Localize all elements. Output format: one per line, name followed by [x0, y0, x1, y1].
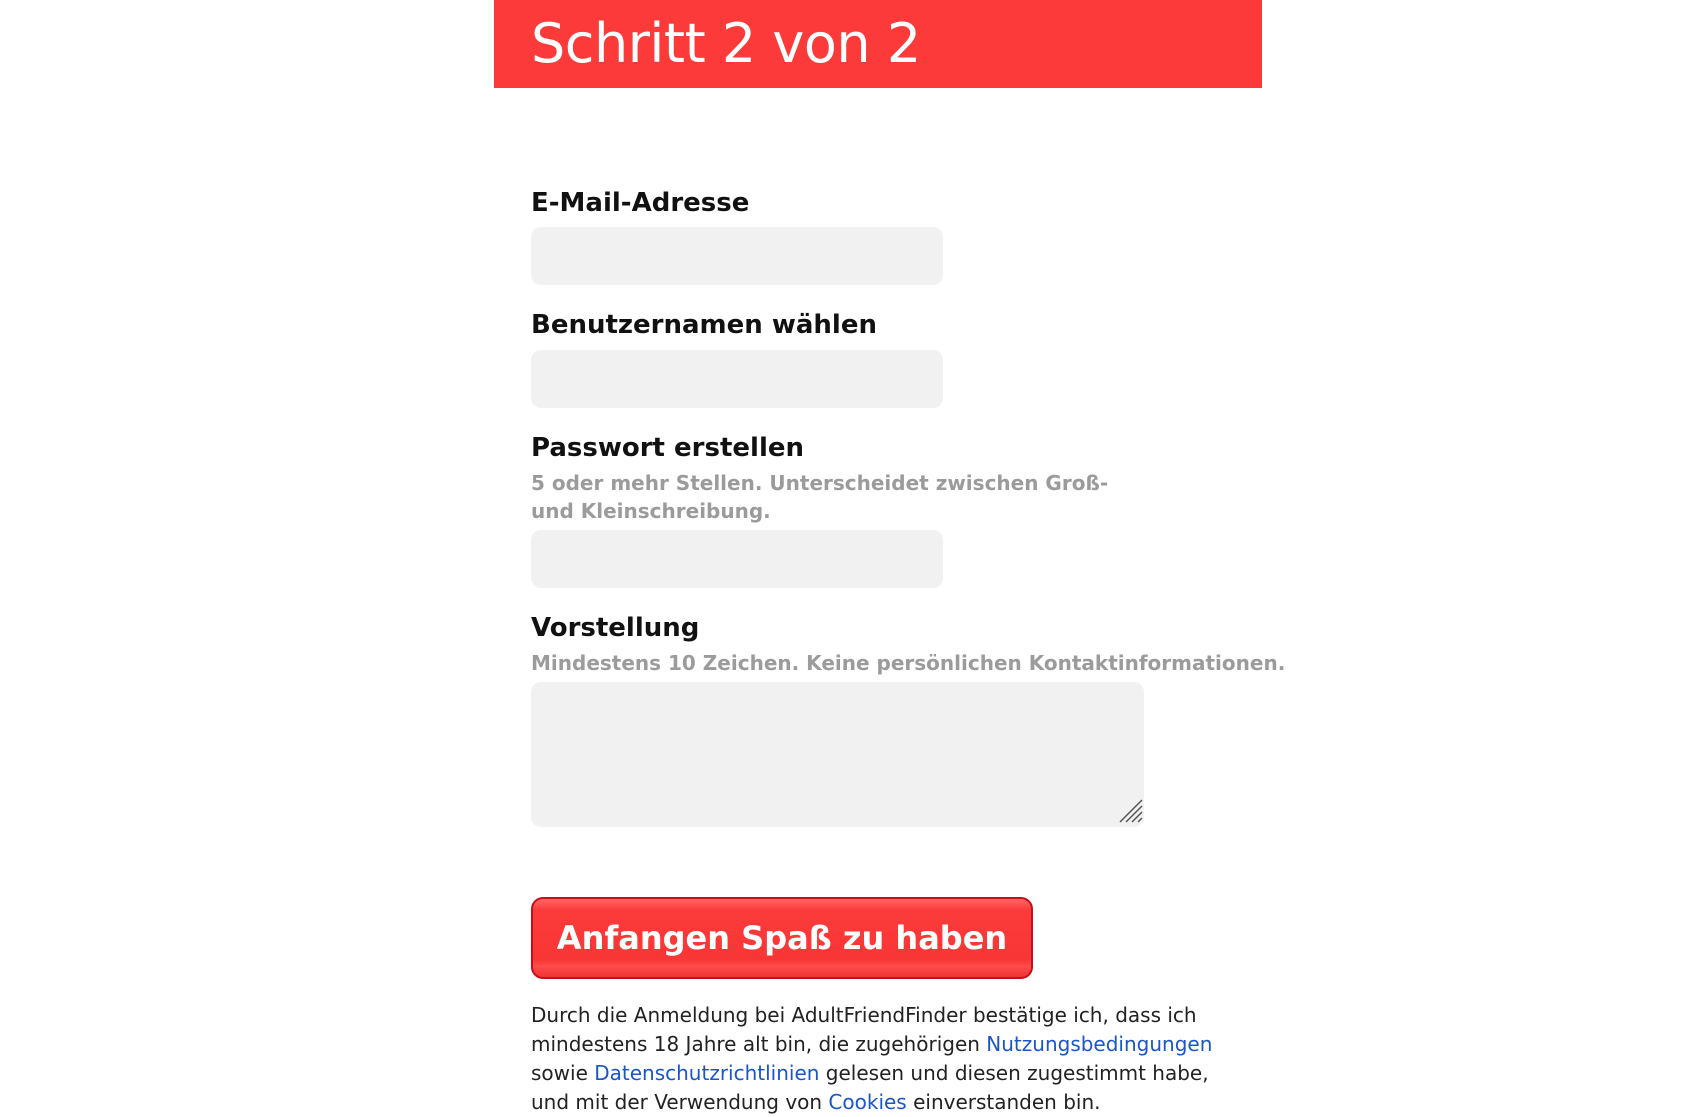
legal-text-2: sowie — [531, 1061, 595, 1085]
legal-text-3: gelesen und diesen zugestimmt habe, und mit der Verwendung von — [531, 1061, 1209, 1114]
start-fun-button[interactable]: Anfangen Spaß zu haben — [531, 897, 1033, 979]
password-hint: 5 oder mehr Stellen. Unterscheidet zwischen Groß- und Kleinschreibung. — [531, 471, 1109, 523]
terms-link[interactable]: Nutzungsbedingungen — [986, 1032, 1213, 1056]
intro-hint: Mindestens 10 Zeichen. Keine persönlichen Kontaktinformationen. — [531, 651, 1286, 675]
intro-textarea[interactable] — [531, 682, 1144, 827]
cookies-link[interactable]: Cookies — [828, 1090, 907, 1114]
email-label: E-Mail-Adresse — [531, 188, 750, 218]
legal-text-4: einverstanden bin. — [906, 1090, 1101, 1114]
legal-notice — [531, 1001, 1231, 1117]
password-label: Passwort erstellen — [531, 433, 804, 463]
page-title: Schritt 2 von 2 — [531, 12, 921, 75]
password-input[interactable] — [531, 530, 943, 588]
resize-handle-icon[interactable] — [1118, 798, 1144, 824]
username-label: Benutzernamen wählen — [531, 310, 877, 340]
email-input[interactable] — [531, 227, 943, 285]
signup-step-container — [494, 0, 1286, 1114]
step-header — [494, 0, 1262, 88]
legal-text-1: Durch die Anmeldung bei AdultFriendFinder bestätige ich, dass ich mindestens 18 Jahre alt bin, die zugehörigen — [531, 1003, 1197, 1056]
username-input[interactable] — [531, 350, 943, 408]
intro-label: Vorstellung — [531, 613, 700, 643]
privacy-link[interactable]: Datenschutzrichtlinien — [594, 1061, 820, 1085]
